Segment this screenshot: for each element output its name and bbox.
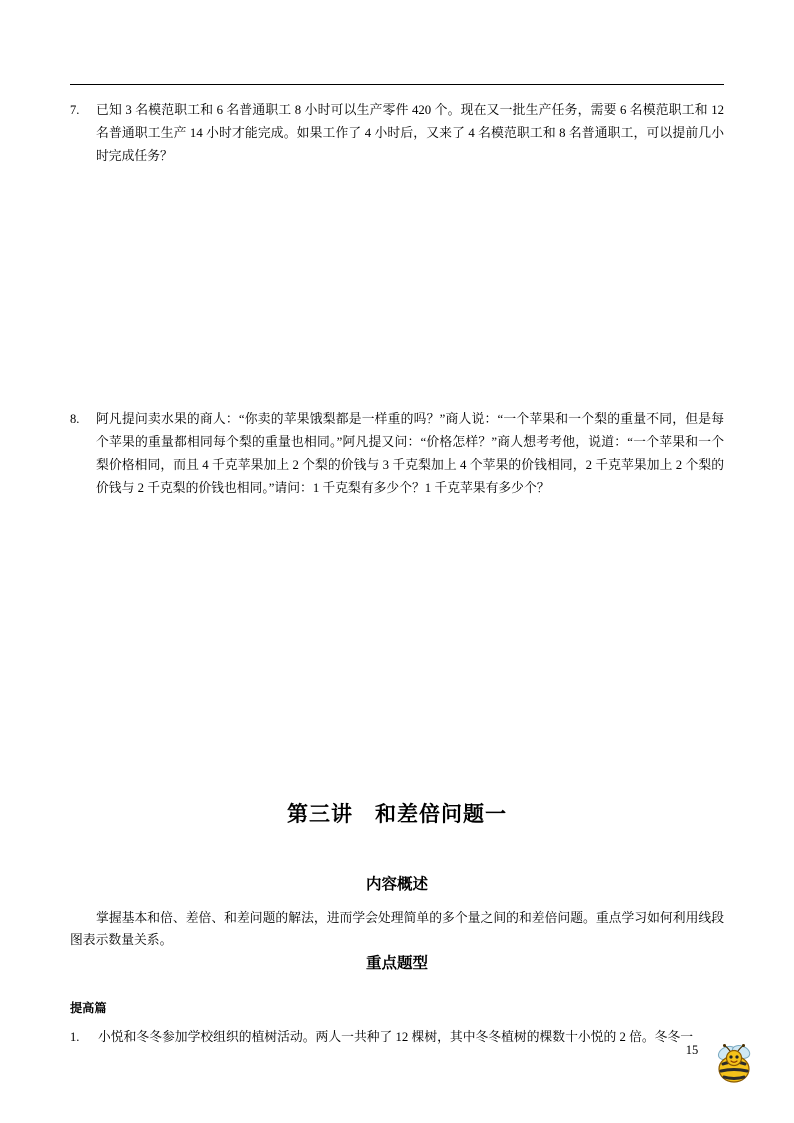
bee-icon — [708, 1040, 760, 1088]
problem-number: 8. — [70, 412, 80, 426]
overview-paragraph: 掌握基本和倍、差倍、和差问题的解法，进而学会处理简单的多个量之间的和差倍问题。重点学习如何利用线段图表示数量关系。 — [70, 911, 724, 947]
problem-item — [70, 1026, 724, 1049]
header-rule — [70, 84, 724, 85]
problem-text: 小悦和冬冬参加学校组织的植树活动。两人一共种了 12 棵树，其中冬冬植树的棵数十小悦的 2 倍。冬冬一 — [98, 1030, 694, 1044]
problem-number: 7. — [70, 103, 80, 117]
subsection-label: 提高篇 — [70, 1001, 107, 1015]
problem-item — [70, 408, 724, 500]
chapter-title: 第三讲 和差倍问题一 — [287, 802, 507, 826]
section-heading-overview: 内容概述 — [365, 876, 428, 893]
problem-item — [70, 99, 724, 168]
page-number: 15 — [685, 1043, 699, 1057]
problem-text: 已知 3 名模范职工和 6 名普通职工 8 小时可以生产零件 420 个。现在又一批生产任务，需要 6 名模范职工和 12 名普通职工生产 14 小时才能完成。如果工作了 4 小时后，又来了 4 名模范职工和 8 名普通职工，可以提前几小时完成任务？ — [96, 103, 724, 163]
problem-text: 阿凡提问卖水果的商人：“你卖的苹果饿梨都是一样重的吗？”商人说：“一个苹果和一个梨的重量不同，但是每个苹果的重量都相同每个梨的重量也相同。”阿凡提又问：“价格怎样？”商人想考考他，说道：“一个苹果和一个梨价格相同，而且 4 千克苹果加上 2 个梨的价钱与 3 千克梨加上 4 个苹果的价钱相同，2 千克苹果加上 2 个梨的价钱与 2 千克梨的价钱也相同。”请问：1 千克梨有多少个？1 千克苹果有多少个？ — [96, 412, 724, 495]
problem-number: 1. — [70, 1030, 80, 1044]
section-heading-key-types: 重点题型 — [365, 955, 428, 972]
